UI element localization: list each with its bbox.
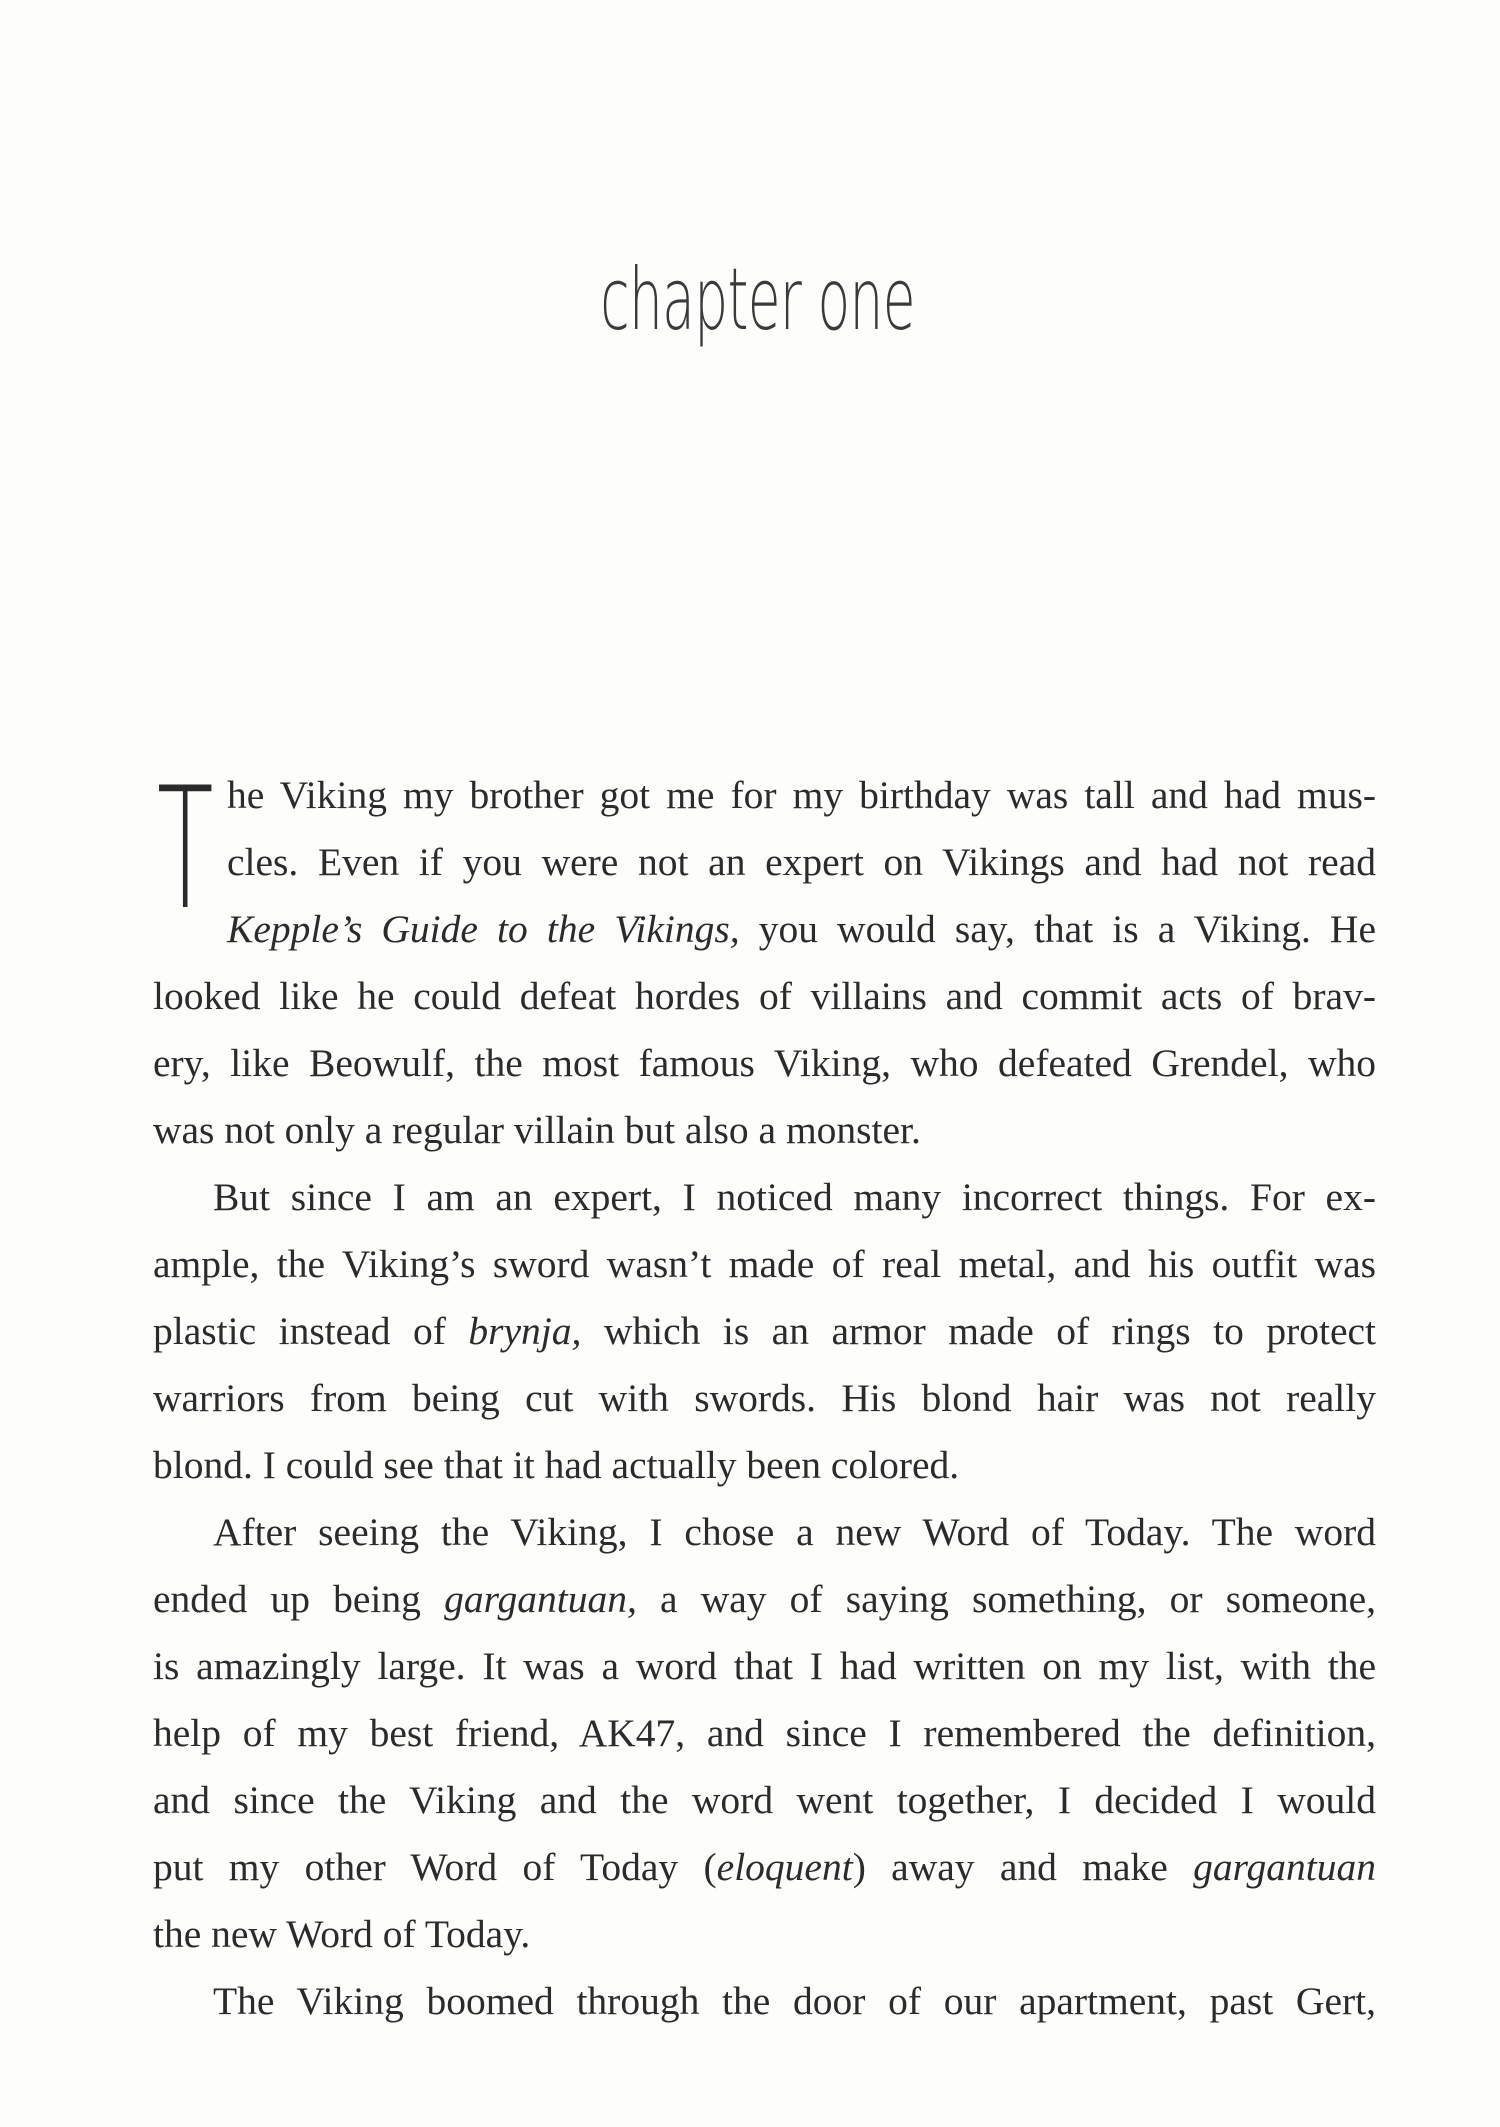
text-line: ended up being gargantuan, a way of saying something, or someone, [153, 1577, 1376, 1621]
italic-word: eloquent [716, 1845, 853, 1889]
text-line: But since I am an expert, I noticed many incorrect things. For ex- [213, 1175, 1376, 1219]
text-line: plastic instead of brynja, which is an armor made of rings to protect [153, 1309, 1376, 1353]
text-line: After seeing the Viking, I chose a new Word of Today. The word [213, 1510, 1376, 1554]
text-line: ery, like Beowulf, the most famous Viking, who defeated Grendel, who [153, 1041, 1376, 1085]
text-line: he Viking my brother got me for my birthday was tall and had mus- [227, 773, 1376, 817]
text-line: The Viking boomed through the door of our apartment, past Gert, [213, 1979, 1376, 2023]
paragraph-4 [153, 1968, 1376, 2035]
drop-cap: T [157, 751, 214, 947]
text-line: and since the Viking and the word went together, I decided I would [153, 1778, 1376, 1822]
text-line: the new Word of Today. [153, 1912, 531, 1956]
italic-word: gargantuan, [444, 1577, 637, 1621]
text-line: Kepple’s Guide to the Vikings, you would say, that is a Viking. He [227, 907, 1376, 951]
italic-word: gargantuan [1193, 1845, 1376, 1889]
text-line: cles. Even if you were not an expert on Vikings and had not read [227, 840, 1376, 884]
italic-word: brynja, [468, 1309, 582, 1353]
text-line: help of my best friend, AK47, and since I remembered the definition, [153, 1711, 1376, 1755]
body-text [153, 751, 1376, 2035]
text-line: warriors from being cut with swords. His blond hair was not really [153, 1376, 1376, 1420]
paragraph-2 [153, 1164, 1376, 1499]
text-line: was not only a regular villain but also a monster. [153, 1108, 921, 1152]
text-line: looked like he could defeat hordes of villains and commit acts of brav- [153, 974, 1376, 1018]
text-line: is amazingly large. It was a word that I had written on my list, with the [153, 1644, 1376, 1688]
text-line: ample, the Viking’s sword wasn’t made of real metal, and his outfit was [153, 1242, 1376, 1286]
book-title-italic: Kepple’s Guide to the Vikings, [227, 907, 740, 951]
chapter-title: chapter one [600, 250, 915, 350]
text-line: blond. I could see that it had actually been colored. [153, 1443, 960, 1487]
text-line: put my other Word of Today (eloquent) away and make gargantuan [153, 1845, 1376, 1889]
paragraph-3 [153, 1499, 1376, 1968]
paragraph-1 [153, 751, 1376, 1164]
